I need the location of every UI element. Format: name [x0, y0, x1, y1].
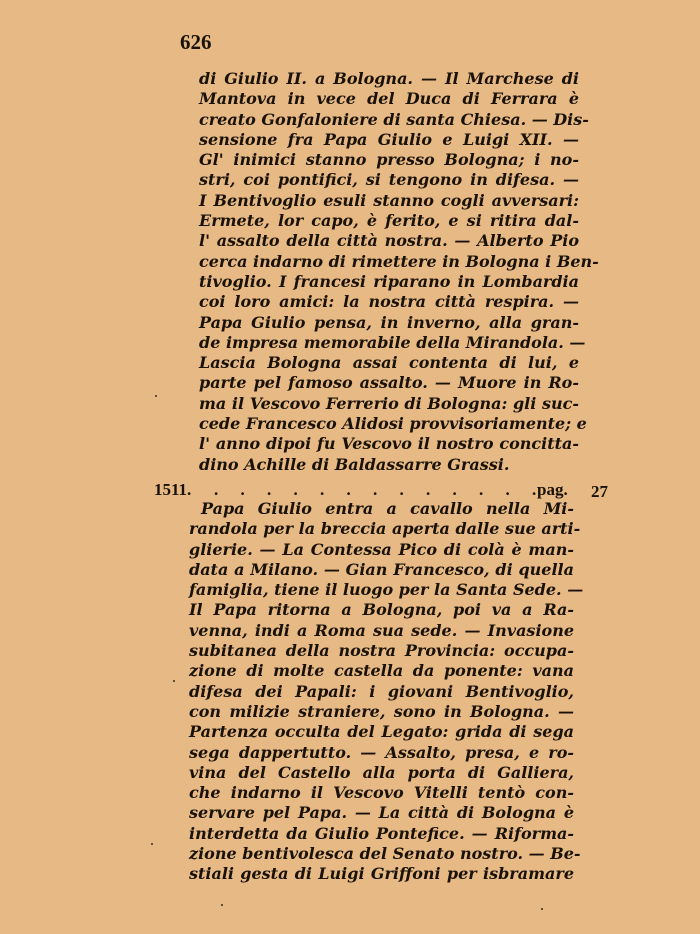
text-line: I Bentivoglio esuli stanno cogli avversari: [199, 190, 579, 210]
text-line: coi loro amici: la nostra città respira. — [199, 292, 579, 312]
text-line: difesa dei Papali: i giovani Bentivoglio, [189, 681, 574, 701]
text-line: Lascia Bologna assai contenta di lui, e [199, 353, 579, 373]
text-line: creato Gonfaloniere di santa Chiesa. — Dis- [199, 109, 589, 129]
text-line: parte pel famoso assalto. — Muore in Ro- [199, 373, 579, 393]
text-line: con milizie straniere, sono in Bologna. — [189, 701, 574, 721]
text-line: Papa Giulio pensa, in inverno, alla gran- [199, 312, 579, 332]
page-reference-number: 27 [591, 482, 608, 501]
text-line: vina del Castello alla porta di Galliera, [189, 762, 574, 782]
text-block-2 [189, 499, 584, 885]
text-line: ma il Vescovo Ferrerio di Bologna: gli suc- [199, 393, 579, 413]
year-label: 1511. [154, 480, 192, 499]
text-block-1 [199, 69, 599, 475]
text-line: Papa Giulio entra a cavallo nella Mi- [201, 499, 574, 518]
text-line: stiali gesta di Luigi Griffoni per isbramare [189, 864, 574, 884]
text-line: interdetta da Giulio Pontefice. — Riforma- [189, 823, 574, 843]
text-line: tivoglio. I francesi riparano in Lombardia [199, 271, 579, 291]
text-line: che indarno il Vescovo Vitelli tentò con- [189, 783, 574, 803]
print-speck [541, 908, 543, 910]
text-line: data a Milano. — Gian Francesco, di quella [189, 559, 574, 579]
text-line: Partenza occulta del Legato: grida di sega [189, 722, 574, 742]
text-line: zione di molte castella da ponente: vana [189, 661, 574, 681]
text-line: l' assalto della città nostra. — Alberto Pio [199, 231, 579, 251]
text-line: Ermete, lor capo, è ferito, e si ritira dal- [199, 211, 579, 231]
page-number: 626 [180, 30, 212, 54]
text-line: zione bentivolesca del Senato nostro. — Be- [189, 844, 581, 864]
text-line: stri, coi pontifici, si tengono in difesa. — [199, 170, 579, 190]
text-line: di Giulio II. a Bologna. — Il Marchese di [199, 69, 579, 88]
text-line: famiglia, tiene il luogo per la Santa Sede. — [189, 580, 584, 600]
print-speck [221, 904, 223, 906]
text-line: cede Francesco Alidosi provvisoriamente; e [199, 414, 587, 434]
print-speck [155, 395, 157, 397]
text-line: sega dappertutto. — Assalto, presa, e ro- [189, 742, 574, 762]
text-line: l' anno dipoi fu Vescovo il nostro concitta- [199, 434, 579, 454]
page-reference-label: pag. [537, 480, 568, 499]
text-line: Gl' inimici stanno presso Bologna; i no- [199, 150, 579, 170]
text-line: servare pel Papa. — La città di Bologna è [189, 803, 574, 823]
print-speck [151, 843, 153, 845]
text-line: sensione fra Papa Giulio e Luigi XII. — [199, 129, 579, 149]
text-line: Mantova in vece del Duca di Ferrara è [199, 89, 579, 109]
print-speck [173, 680, 175, 682]
text-line: subitanea della nostra Provincia: occupa- [189, 641, 574, 661]
text-line: Il Papa ritorna a Bologna, poi va a Ra- [189, 600, 574, 620]
text-line: dino Achille di Baldassarre Grassi. [199, 454, 510, 474]
text-line: de impresa memorabile della Mirandola. — [199, 332, 586, 352]
text-line: cerca indarno di rimettere in Bologna i Ben- [199, 251, 599, 271]
text-line: glierie. — La Contessa Pico di colà è man- [189, 539, 574, 559]
text-line: randola per la breccia aperta dalle sue arti- [189, 519, 581, 539]
leader-dots: . . . . . . . . . . . . . [214, 480, 546, 499]
text-line: venna, indi a Roma sua sede. — Invasione [189, 620, 574, 640]
